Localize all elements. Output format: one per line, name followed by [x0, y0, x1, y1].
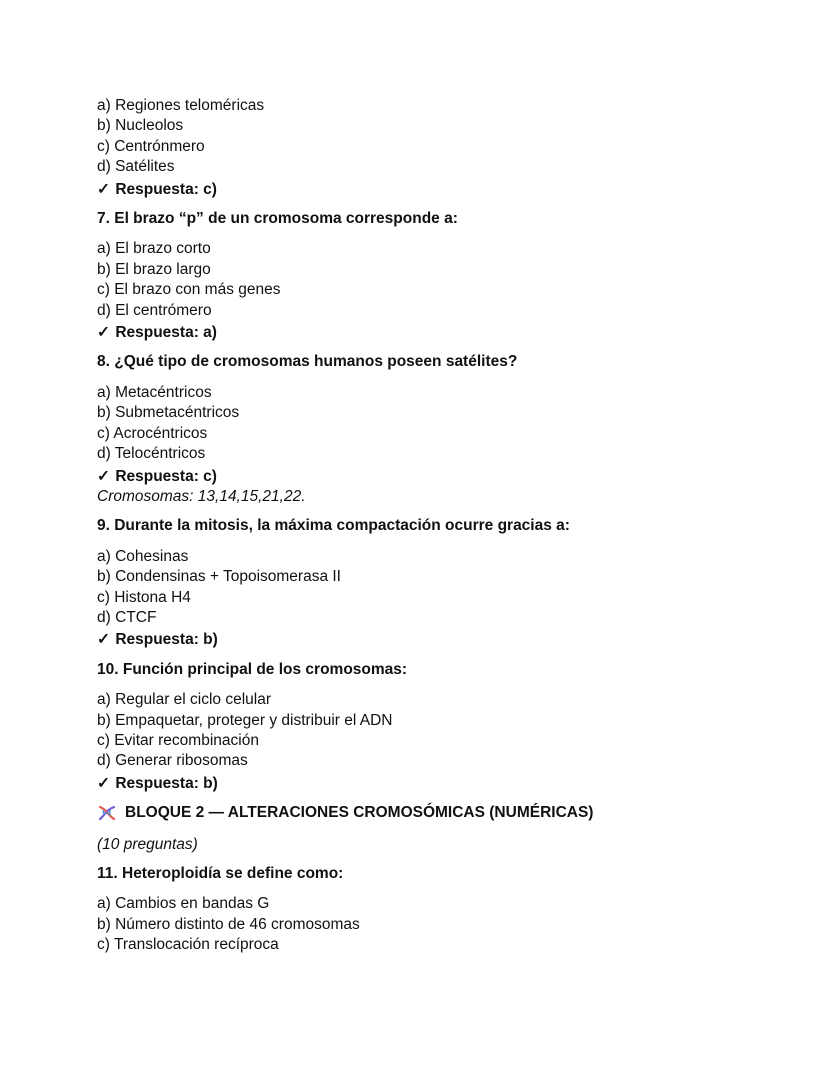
answer-text: Respuesta: a)	[115, 324, 217, 342]
option-c: c) Translocación recíproca	[97, 936, 279, 954]
option-c: c) Histona H4	[97, 588, 191, 606]
option-d: d) Telocéntricos	[97, 445, 206, 463]
option-a: a) Cambios en bandas G	[97, 895, 270, 913]
block-2-heading	[97, 803, 737, 823]
answer-note: Cromosomas: 13,14,15,21,22.	[97, 487, 306, 505]
option-d: d) Generar ribosomas	[97, 752, 248, 770]
option-b: b) Submetacéntricos	[97, 404, 240, 422]
answer-line	[97, 180, 737, 200]
answer-line	[97, 630, 737, 650]
option-b: b) Empaquetar, proteger y distribuir el ADN	[97, 711, 393, 729]
question-9-title: 9. Durante la mitosis, la máxima compactación ocurre gracias a:	[97, 517, 570, 535]
option-a: a) Cohesinas	[97, 547, 189, 565]
option-a: a) Regular el ciclo celular	[97, 691, 272, 709]
document-page	[97, 96, 737, 956]
check-icon: ✓	[97, 631, 110, 649]
block-2-title: BLOQUE 2 — ALTERACIONES CROMOSÓMICAS (NUMÉRICAS)	[125, 804, 594, 822]
option-d: d) Satélites	[97, 158, 175, 176]
option-b: b) Número distinto de 46 cromosomas	[97, 915, 360, 933]
question-10-title: 10. Función principal de los cromosomas:	[97, 660, 408, 678]
option-b: b) Condensinas + Topoisomerasa II	[97, 568, 341, 586]
option-c: c) Centrónmero	[97, 137, 205, 155]
option-a: a) Regiones teloméricas	[97, 97, 265, 114]
check-icon: ✓	[97, 180, 110, 198]
option-d: d) CTCF	[97, 608, 157, 626]
option-c: c) Evitar recombinación	[97, 731, 259, 749]
question-7-title: 7. El brazo “p” de un cromosoma corresponde a:	[97, 210, 458, 228]
answer-line	[97, 323, 737, 343]
option-d: d) El centrómero	[97, 301, 212, 319]
check-icon: ✓	[97, 774, 110, 792]
option-a: a) El brazo corto	[97, 240, 211, 258]
answer-line	[97, 467, 737, 487]
question-11-title: 11. Heteroploidía se define como:	[97, 865, 344, 882]
check-icon: ✓	[97, 467, 110, 485]
question-8-title: 8. ¿Qué tipo de cromosomas humanos poseen satélites?	[97, 353, 518, 371]
answer-text: Respuesta: c)	[115, 180, 217, 198]
block-2-subtitle: (10 preguntas)	[97, 835, 198, 853]
dna-icon	[97, 804, 117, 822]
answer-line	[97, 774, 737, 794]
answer-text: Respuesta: c)	[115, 467, 217, 485]
answer-text: Respuesta: b)	[115, 631, 218, 649]
answer-text: Respuesta: b)	[115, 774, 218, 792]
option-a: a) Metacéntricos	[97, 383, 212, 401]
question-6-options	[97, 96, 737, 178]
option-c: c) Acrocéntricos	[97, 424, 208, 442]
option-b: b) El brazo largo	[97, 260, 211, 278]
option-b: b) Nucleolos	[97, 117, 184, 135]
option-c: c) El brazo con más genes	[97, 281, 281, 299]
check-icon: ✓	[97, 324, 110, 342]
